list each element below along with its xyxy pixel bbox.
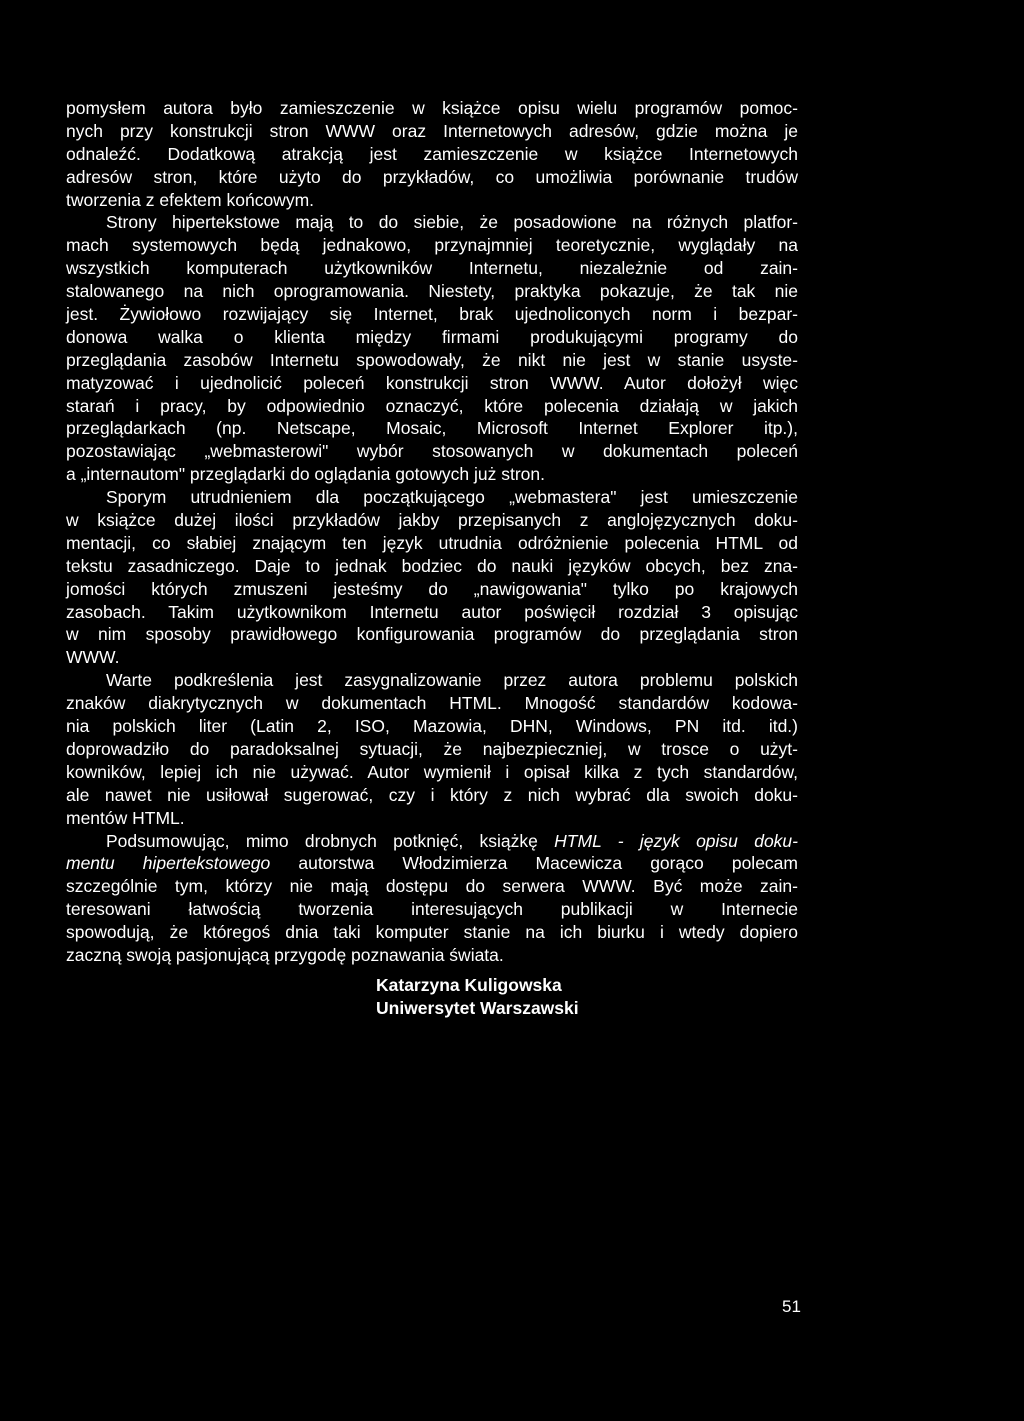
text-line: szczególnie tym, którzy nie mają dostępu do serwera WWW. Być może zain- xyxy=(66,876,798,897)
author-name: Katarzyna Kuligowska xyxy=(376,975,562,995)
paragraph-1 xyxy=(66,97,798,211)
text-line: w książce dużej ilości przykładów jakby przepisanych z anglojęzycznych doku- xyxy=(66,510,798,531)
text-line: doprowadziło do paradoksalnej sytuacji, że najbezpieczniej, w trosce o użyt- xyxy=(66,738,798,759)
text-line: adresów stron, które użyto do przykładów, co umożliwia porównanie trudów xyxy=(66,166,798,187)
text-line: tworzenia z efektem końcowym. xyxy=(66,189,315,210)
paragraph-3 xyxy=(66,486,798,669)
text-line: w nim sposoby prawidłowego konfigurowania programów do przeglądania stron xyxy=(66,624,798,645)
text-line: teresowani łatwością tworzenia interesujących publikacji w Internecie xyxy=(66,899,798,920)
paragraph-2 xyxy=(66,211,798,486)
text-line: przeglądania zasobów Internetu spowodowały, że nikt nie jest w stanie usyste- xyxy=(66,349,798,370)
text-line: pozostawiając „webmasterowi" wybór stosowanych w dokumentach poleceń xyxy=(66,441,798,462)
signature xyxy=(376,974,579,1020)
text-line: znaków diakrytycznych w dokumentach HTML. Mnogość standardów kodowa- xyxy=(66,693,798,714)
text-line: spowodują, że któregoś dnia taki komputer stanie na ich biurku i wtedy dopiero xyxy=(66,922,798,943)
paragraph-5 xyxy=(66,830,798,967)
text-line: przeglądarkach (np. Netscape, Mosaic, Microsoft Internet Explorer itp.), xyxy=(66,418,798,439)
text-line: odnaleźć. Dodatkową atrakcją jest zamieszczenie w książce Internetowych xyxy=(66,143,798,164)
text-line: mentacji, co słabiej znającym ten język utrudnia odróżnienie polecenia HTML od xyxy=(66,532,798,553)
text-line xyxy=(66,852,798,875)
text-line: mach systemowych będą jednakowo, przynajmniej teoretycznie, wyglądały na xyxy=(66,235,798,256)
text-line: jest. Żywiołowo rozwijający się Internet, brak ujednoliconych norm i bezpar- xyxy=(66,304,798,325)
author-affiliation: Uniwersytet Warszawski xyxy=(376,998,579,1018)
text-line: stalowanego na nich oprogramowania. Niestety, praktyka pokazuje, że tak nie xyxy=(66,281,798,302)
text-line: a „internautom" przeglądarki do oglądania gotowych już stron. xyxy=(66,464,545,485)
text-line: zaczną swoją pasjonującą przygodę poznawania świata. xyxy=(66,944,504,965)
text-line: starań i pracy, by odpowiednio oznaczyć, które polecenia działają w jakich xyxy=(66,395,798,416)
text-line: zasobach. Takim użytkownikom Internetu autor poświęcił rozdział 3 opisując xyxy=(66,601,798,622)
text-run: Podsumowując, mimo drobnych potknięć, książkę xyxy=(106,830,555,851)
text-line: matyzować i ujednolicić poleceń konstrukcji stron WWW. Autor dołożył więc xyxy=(66,372,798,393)
text-line: pomysłem autora było zamieszczenie w książce opisu wielu programów pomoc- xyxy=(66,98,798,118)
text-line: Sporym utrudnieniem dla początkującego „webmastera" jest umieszczenie xyxy=(106,487,798,508)
text-line: kowników, lepiej ich nie używać. Autor wymienił i opisał kilka z tych standardów, xyxy=(66,761,798,782)
text-line: jomości których zmuszeni jesteśmy do „nawigowania" tylko po krajowych xyxy=(66,578,798,599)
text-line: nia polskich liter (Latin 2, ISO, Mazowia, DHN, Windows, PN itd. itd.) xyxy=(66,716,798,737)
text-run: autorstwa Włodzimierza Macewicza gorąco polecam xyxy=(270,853,798,874)
text-line: donowa walka o klienta między firmami produkującymi programy do xyxy=(66,326,798,347)
text-line xyxy=(66,830,798,853)
text-line: tekstu zasadniczego. Daje to jednak bodziec do nauki języków obcych, bez zna- xyxy=(66,555,798,576)
text-line: WWW. xyxy=(66,647,120,668)
book-title-part: HTML - język opisu doku- xyxy=(554,830,798,851)
page-number: 51 xyxy=(782,1297,801,1316)
text-line: Warte podkreślenia jest zasygnalizowanie przez autora problemu polskich xyxy=(106,670,798,691)
paragraph-4 xyxy=(66,669,798,829)
text-line: nych przy konstrukcji stron WWW oraz Internetowych adresów, gdzie można je xyxy=(66,120,798,141)
review-text xyxy=(66,97,798,967)
text-line: ale nawet nie usiłował sugerować, czy i który z nich wybrać dla swoich doku- xyxy=(66,784,798,805)
text-line: mentów HTML. xyxy=(66,807,185,828)
text-line: wszystkich komputerach użytkowników Internetu, niezależnie od zain- xyxy=(66,258,798,279)
book-title-part: mentu hipertekstowego xyxy=(66,853,271,874)
text-line: Strony hipertekstowe mają to do siebie, że posadowione na różnych platfor- xyxy=(106,212,798,233)
